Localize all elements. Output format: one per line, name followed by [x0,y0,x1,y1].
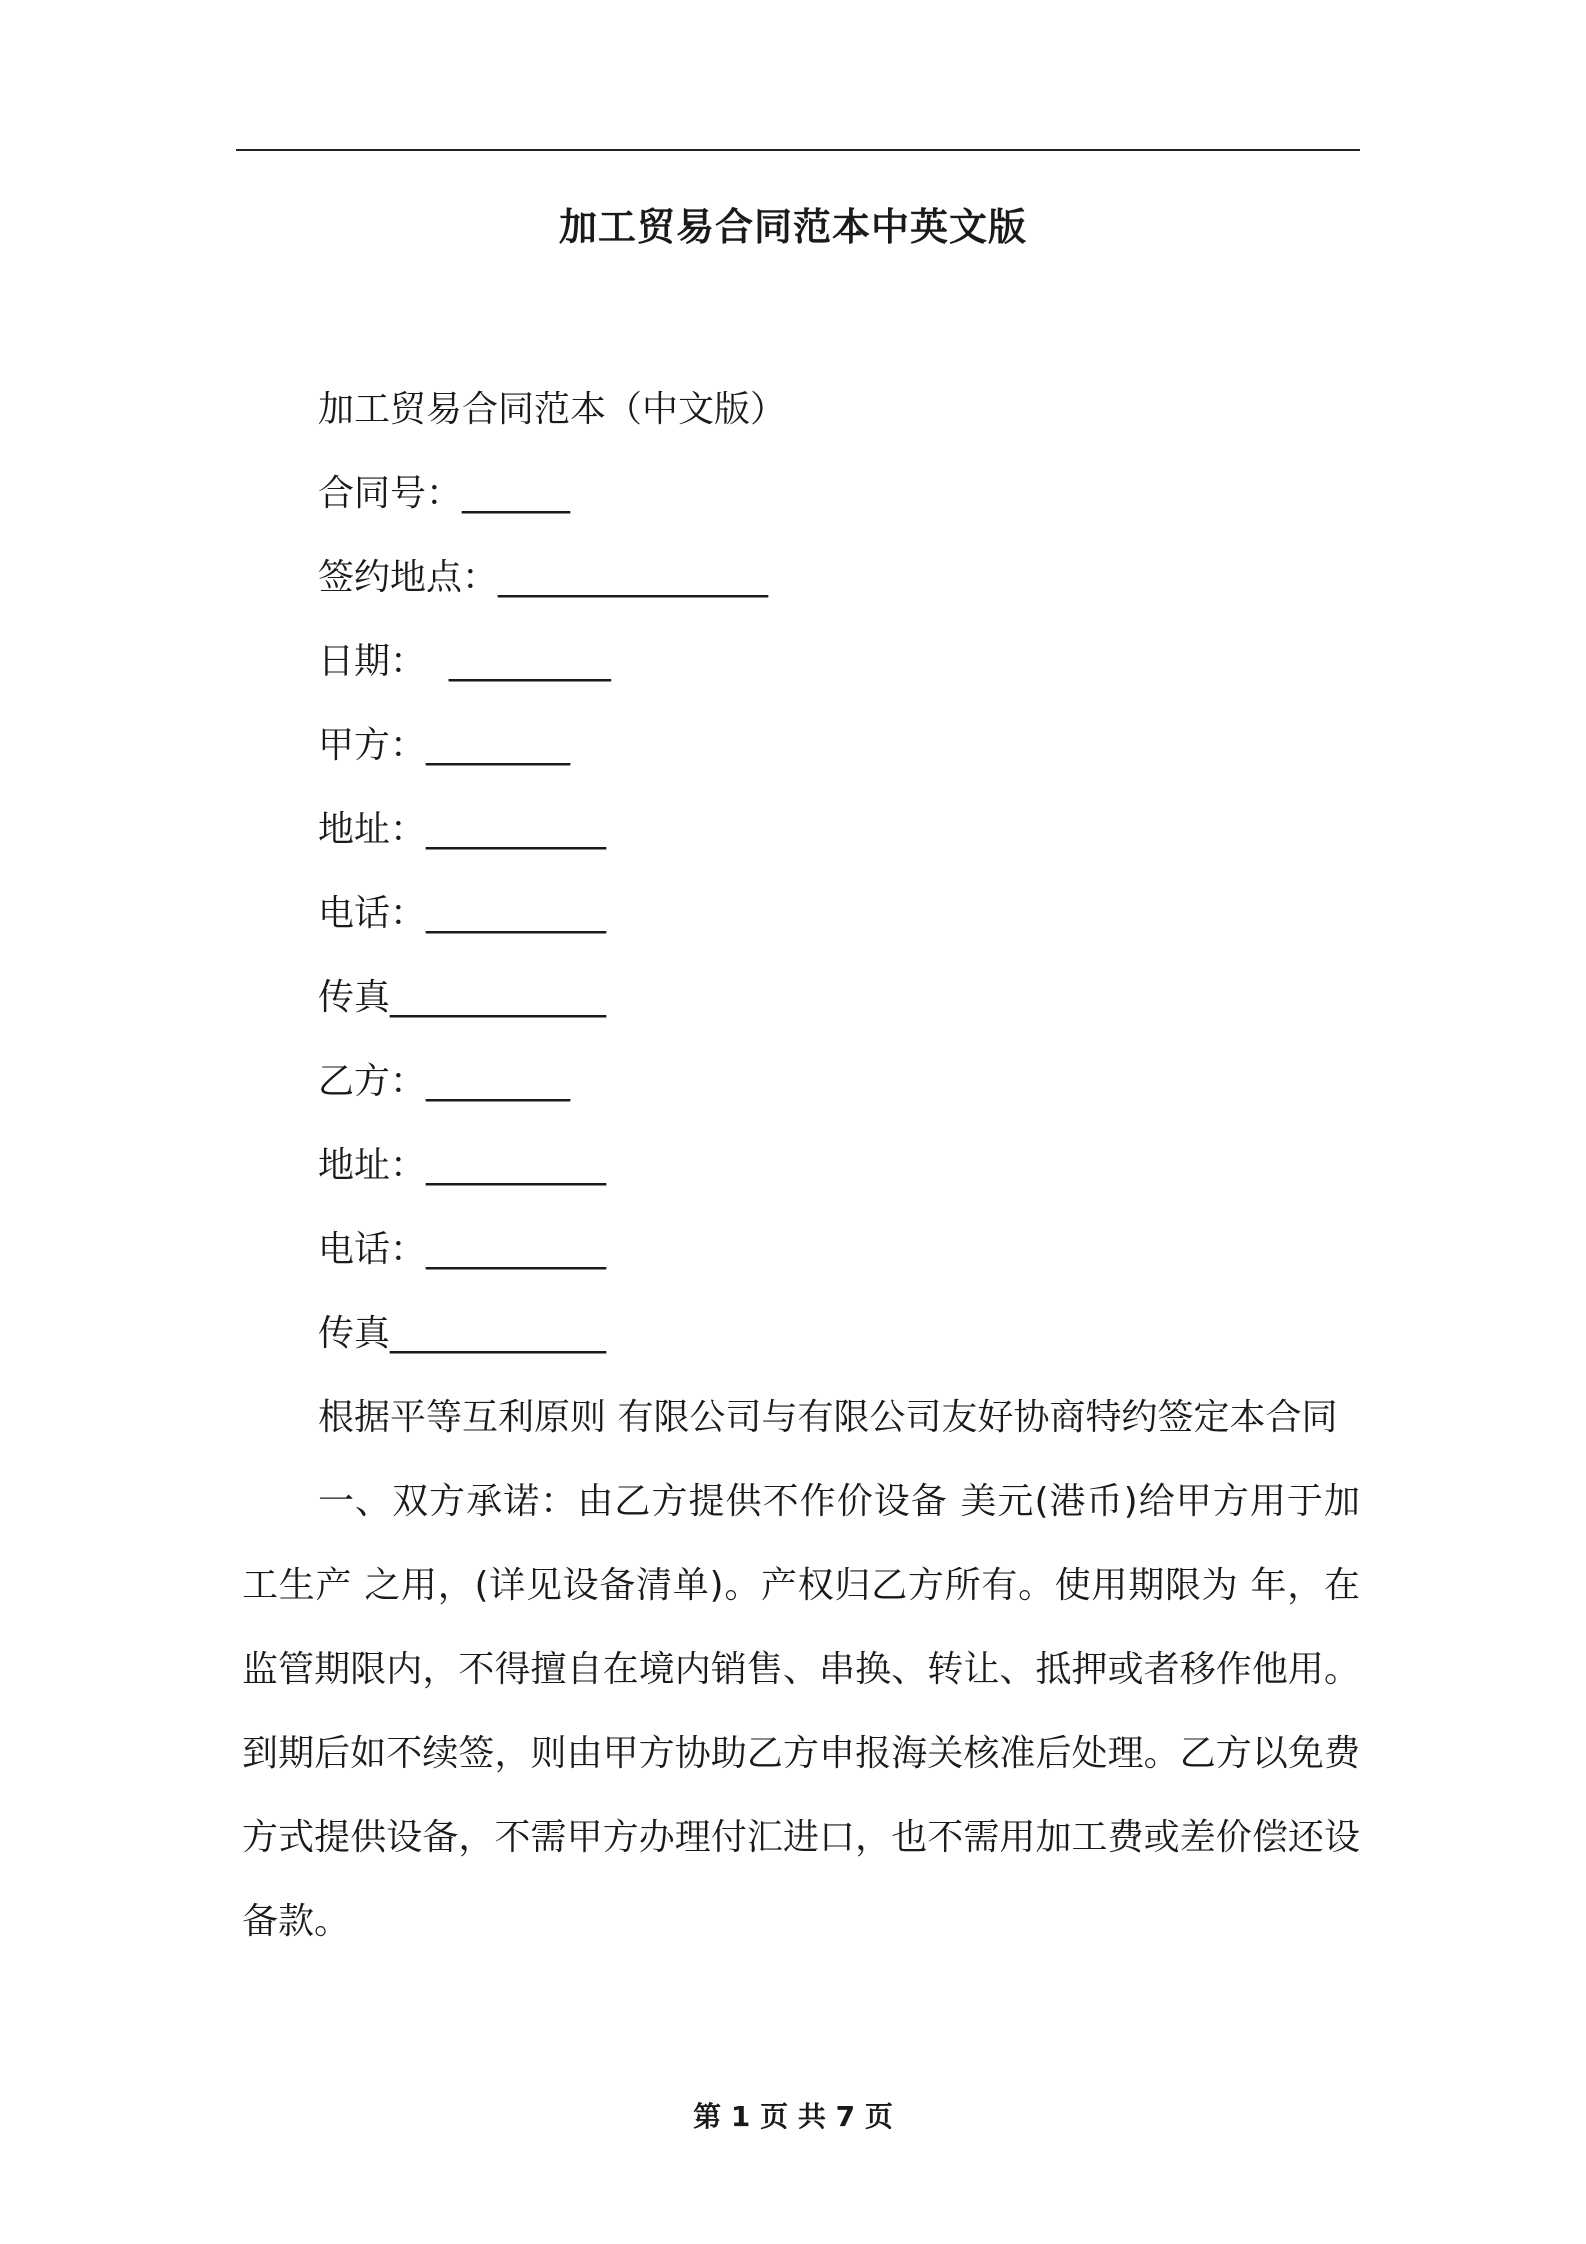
subtitle-line: 加工贸易合同范本（中文版） [318,389,787,430]
document-title: 加工贸易合同范本中英文版 [558,205,1027,249]
document-body [242,368,1360,1964]
signing-place-field: 签约地点：_______________ [318,557,769,598]
party-a-fax-field: 传真____________ [318,977,607,1018]
party-a-field: 甲方：________ [318,725,571,766]
party-b-phone-field: 电话：__________ [318,1229,607,1270]
party-b-field: 乙方：________ [318,1061,571,1102]
party-b-address-field: 地址：__________ [318,1145,607,1186]
party-b-fax-field: 传真____________ [318,1313,607,1354]
header-rule [236,149,1360,151]
party-a-address-field: 地址：__________ [318,809,607,850]
preamble-paragraph: 根据平等互利原则 有限公司与有限公司友好协商特约签定本合同 [318,1397,1338,1438]
page-footer: 第 1 页 共 7 页 [693,2100,893,2133]
contract-number-field: 合同号：______ [318,473,571,514]
date-field: 日期： _________ [318,641,611,682]
clause-1-paragraph: 一、双方承诺：由乙方提供不作价设备 美元(港币)给甲方用于加工生产 之用，(详见设备清单)。产权归乙方所有。使用期限为 年，在监管期限内，不得擅自在境内销售、串换、转让、抵押或者移作他用。到期后如不续签，则由甲方协助乙方申报海关核准后处理。乙方以免费方式提供设备，不需甲方办理付汇进口，也不需用加工费或差价偿还设备款。 [242,1481,1360,1942]
party-a-phone-field: 电话：__________ [318,893,607,934]
